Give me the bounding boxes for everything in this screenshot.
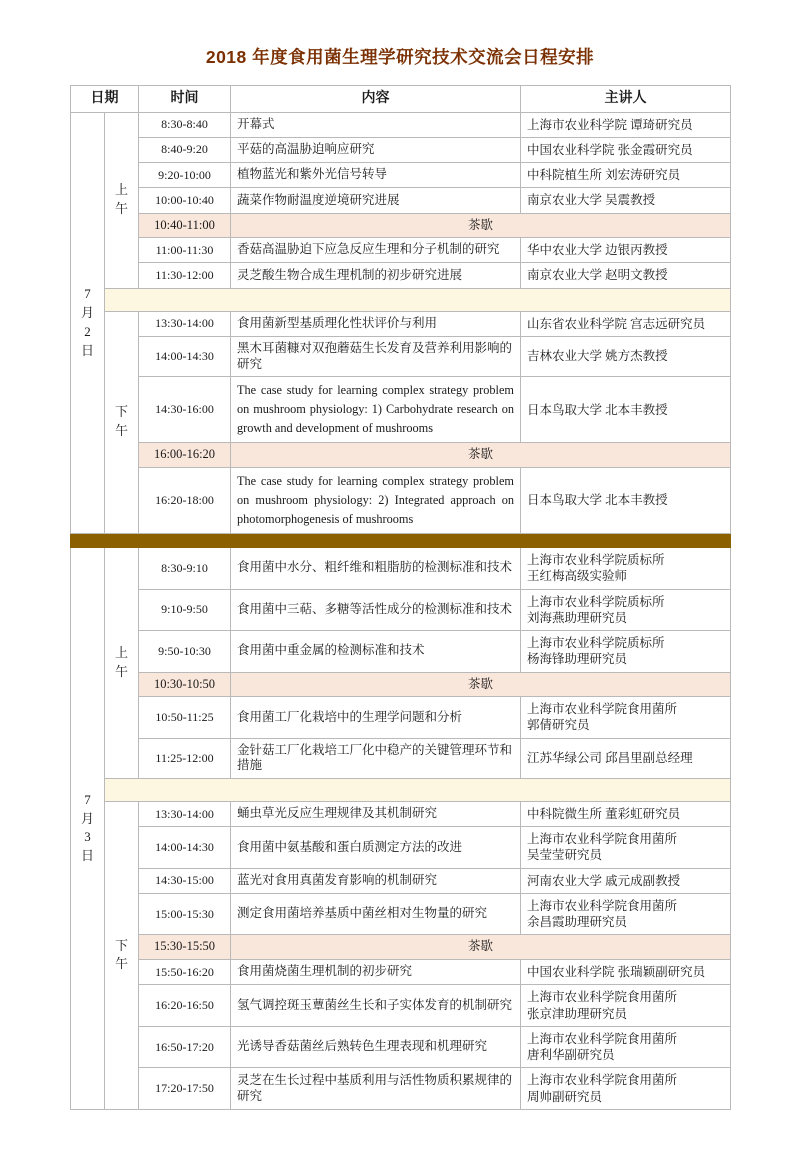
topic-cell: 光诱导香菇菌丝后熟转色生理表现和机理研究 [231, 1026, 521, 1068]
table-row [71, 631, 731, 673]
spacer-cell [105, 288, 731, 311]
speaker-cell: 上海市农业科学院 谭琦研究员 [521, 112, 731, 137]
speaker-cell: 华中农业大学 边银丙教授 [521, 238, 731, 263]
table-row [71, 112, 731, 137]
topic-cell: 蛹虫草光反应生理规律及其机制研究 [231, 801, 521, 826]
speaker-cell: 上海市农业科学院食用菌所 唐利华副研究员 [521, 1026, 731, 1068]
time-cell: 14:00-14:30 [139, 827, 231, 869]
speaker-cell: 中国农业科学院 张金霞研究员 [521, 137, 731, 162]
break-label: 茶歇 [231, 672, 731, 697]
session-spacer-row [71, 778, 731, 801]
table-row [71, 589, 731, 631]
session-cell-day1-am: 上 午 [105, 112, 139, 288]
speaker-cell: 上海市农业科学院质标所 杨海锋助理研究员 [521, 631, 731, 673]
time-cell: 15:30-15:50 [139, 935, 231, 960]
column-header-content: 内容 [231, 86, 521, 113]
session-cell-day1-pm: 下 午 [105, 311, 139, 533]
schedule-table [70, 85, 731, 1110]
table-body [71, 112, 731, 1109]
table-row [71, 960, 731, 985]
date-cell-day2: 7 月 3 日 [71, 548, 105, 1110]
topic-cell: 蔬菜作物耐温度逆境研究进展 [231, 188, 521, 213]
time-cell: 10:30-10:50 [139, 672, 231, 697]
topic-cell: 食用菌中氨基酸和蛋白质测定方法的改进 [231, 827, 521, 869]
time-cell: 8:30-9:10 [139, 548, 231, 590]
table-row [71, 467, 731, 533]
topic-cell: 灵芝酸生物合成生理机制的初步研究进展 [231, 263, 521, 288]
page-title: 2018 年度食用菌生理学研究技术交流会日程安排 [205, 47, 595, 67]
time-cell: 15:50-16:20 [139, 960, 231, 985]
topic-cell: 食用菌中三萜、多糖等活性成分的检测标准和技术 [231, 589, 521, 631]
break-row [71, 935, 731, 960]
speaker-cell: 山东省农业科学院 宫志远研究员 [521, 311, 731, 336]
topic-cell: 食用菌烧菌生理机制的初步研究 [231, 960, 521, 985]
topic-cell: 植物蓝光和紫外光信号转导 [231, 163, 521, 188]
spacer-cell [105, 778, 731, 801]
column-header-date: 日期 [71, 86, 139, 113]
day-separator-row [71, 534, 731, 548]
time-cell: 16:50-17:20 [139, 1026, 231, 1068]
time-cell: 17:20-17:50 [139, 1068, 231, 1110]
topic-cell: 灵芝在生长过程中基质利用与活性物质积累规律的研究 [231, 1068, 521, 1110]
speaker-cell: 江苏华绿公司 邱昌里副总经理 [521, 738, 731, 778]
table-header-row [71, 86, 731, 113]
time-cell: 16:20-16:50 [139, 985, 231, 1027]
speaker-cell: 上海市农业科学院食用菌所 余昌霞助理研究员 [521, 893, 731, 935]
table-row [71, 827, 731, 869]
table-row [71, 1026, 731, 1068]
time-cell: 9:20-10:00 [139, 163, 231, 188]
table-row [71, 137, 731, 162]
speaker-cell: 南京农业大学 吴震教授 [521, 188, 731, 213]
topic-cell: 香菇高温胁迫下应急反应生理和分子机制的研究 [231, 238, 521, 263]
time-cell: 16:20-18:00 [139, 467, 231, 533]
table-row [71, 801, 731, 826]
table-row [71, 188, 731, 213]
time-cell: 16:00-16:20 [139, 443, 231, 468]
schedule-table-wrapper [70, 85, 730, 1110]
speaker-cell: 日本鸟取大学 北本丰教授 [521, 377, 731, 443]
time-cell: 13:30-14:00 [139, 801, 231, 826]
time-cell: 14:30-16:00 [139, 377, 231, 443]
speaker-cell: 上海市农业科学院食用菌所 郭倩研究员 [521, 697, 731, 739]
session-cell-day2-am: 上 午 [105, 548, 139, 779]
table-row [71, 336, 731, 376]
speaker-cell: 日本鸟取大学 北本丰教授 [521, 467, 731, 533]
time-cell: 8:30-8:40 [139, 112, 231, 137]
time-cell: 11:30-12:00 [139, 263, 231, 288]
speaker-cell: 上海市农业科学院质标所 王红梅高级实验师 [521, 548, 731, 590]
table-row [71, 985, 731, 1027]
time-cell: 8:40-9:20 [139, 137, 231, 162]
table-row [71, 893, 731, 935]
time-cell: 9:50-10:30 [139, 631, 231, 673]
speaker-cell: 上海市农业科学院食用菌所 周帅副研究员 [521, 1068, 731, 1110]
time-cell: 10:00-10:40 [139, 188, 231, 213]
table-row [71, 868, 731, 893]
table-row [71, 738, 731, 778]
break-label: 茶歇 [231, 935, 731, 960]
topic-cell: 测定食用菌培养基质中菌丝相对生物量的研究 [231, 893, 521, 935]
topic-cell: 金针菇工厂化栽培工厂化中稳产的关键管理环节和措施 [231, 738, 521, 778]
speaker-cell: 上海市农业科学院食用菌所 张京津助理研究员 [521, 985, 731, 1027]
break-label: 茶歇 [231, 213, 731, 238]
time-cell: 14:30-15:00 [139, 868, 231, 893]
table-row [71, 548, 731, 590]
topic-cell: 食用菌中水分、粗纤维和粗脂肪的检测标准和技术 [231, 548, 521, 590]
day-separator [71, 534, 731, 548]
session-cell-day2-pm: 下 午 [105, 801, 139, 1109]
time-cell: 10:40-11:00 [139, 213, 231, 238]
topic-cell: 食用菌中重金属的检测标准和技术 [231, 631, 521, 673]
column-header-time: 时间 [139, 86, 231, 113]
topic-cell: The case study for learning complex strategy problem on mushroom physiology: 2) Integrated approach on photomorphogenesis of mushrooms [231, 467, 521, 533]
speaker-cell: 上海市农业科学院质标所 刘海燕助理研究员 [521, 589, 731, 631]
table-row [71, 238, 731, 263]
break-row [71, 443, 731, 468]
topic-cell: 蓝光对食用真菌发育影响的机制研究 [231, 868, 521, 893]
time-cell: 10:50-11:25 [139, 697, 231, 739]
speaker-cell: 中科院微生所 董彩虹研究员 [521, 801, 731, 826]
topic-cell: 黑木耳菌糠对双孢蘑菇生长发育及营养利用影响的研究 [231, 336, 521, 376]
topic-cell: 氢气调控斑玉蕈菌丝生长和子实体发育的机制研究 [231, 985, 521, 1027]
speaker-cell: 南京农业大学 赵明文教授 [521, 263, 731, 288]
time-cell: 15:00-15:30 [139, 893, 231, 935]
table-row [71, 263, 731, 288]
speaker-cell: 中科院植生所 刘宏涛研究员 [521, 163, 731, 188]
break-row [71, 672, 731, 697]
speaker-cell: 中国农业科学院 张瑞颖副研究员 [521, 960, 731, 985]
table-row [71, 697, 731, 739]
topic-cell: 食用菌新型基质理化性状评价与利用 [231, 311, 521, 336]
time-cell: 9:10-9:50 [139, 589, 231, 631]
speaker-cell: 上海市农业科学院食用菌所 吴莹莹研究员 [521, 827, 731, 869]
topic-cell: The case study for learning complex strategy problem on mushroom physiology: 1) Carbohydrate research on growth and development of mushrooms [231, 377, 521, 443]
table-row [71, 163, 731, 188]
date-cell-day1: 7 月 2 日 [71, 112, 105, 534]
time-cell: 11:25-12:00 [139, 738, 231, 778]
speaker-cell: 吉林农业大学 姚方杰教授 [521, 336, 731, 376]
table-row [71, 377, 731, 443]
table-row [71, 311, 731, 336]
time-cell: 13:30-14:00 [139, 311, 231, 336]
speaker-cell: 河南农业大学 戚元成副教授 [521, 868, 731, 893]
time-cell: 11:00-11:30 [139, 238, 231, 263]
time-cell: 14:00-14:30 [139, 336, 231, 376]
session-spacer-row [71, 288, 731, 311]
table-header [71, 86, 731, 113]
topic-cell: 平菇的高温胁迫响应研究 [231, 137, 521, 162]
break-label: 茶歇 [231, 443, 731, 468]
break-row [71, 213, 731, 238]
topic-cell: 食用菌工厂化栽培中的生理学问题和分析 [231, 697, 521, 739]
topic-cell: 开幕式 [231, 112, 521, 137]
table-row [71, 1068, 731, 1110]
column-header-speaker: 主讲人 [521, 86, 731, 113]
